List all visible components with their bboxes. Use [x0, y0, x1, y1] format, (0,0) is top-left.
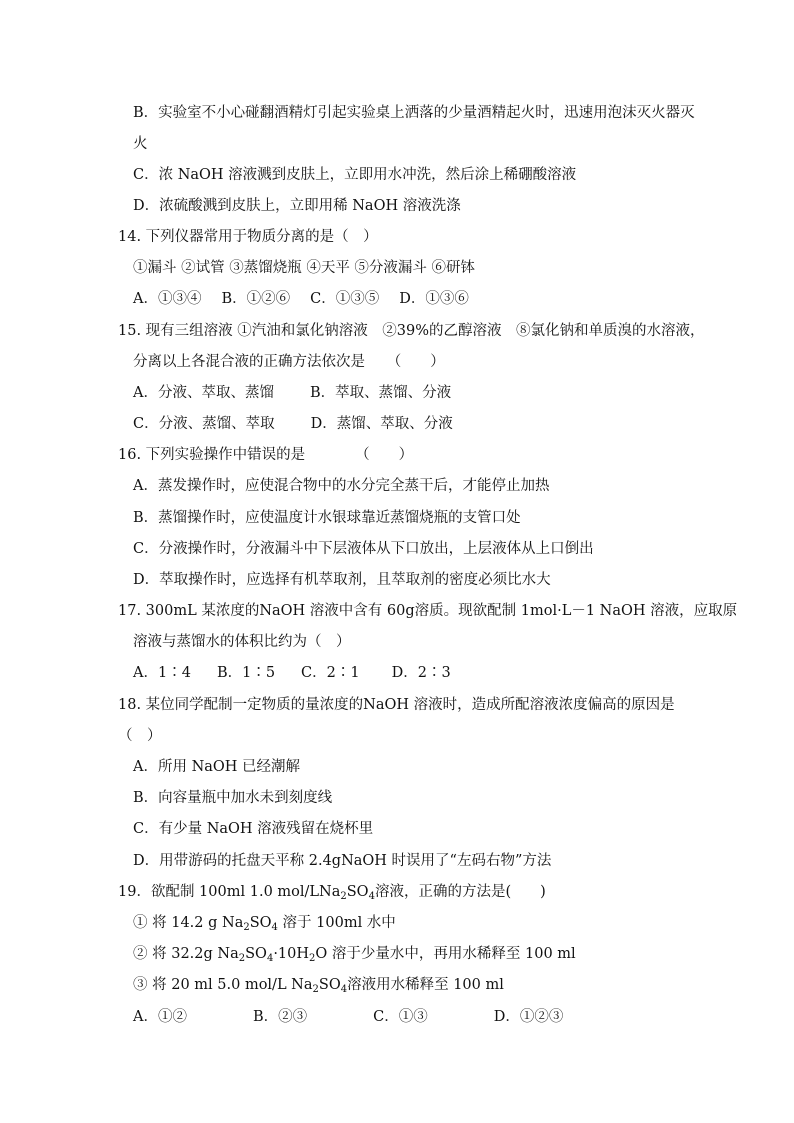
q19-m2-part: O 溶于少量水中，再用水稀释至 100 ml: [315, 946, 576, 962]
q18-stem-cont: （ ）: [118, 728, 162, 744]
q13-option-c: C．浓 NaOH 溶液溅到皮肤上，立即用水冲洗，然后涂上稀硼酸溶液: [133, 167, 577, 183]
q19-m3-part: 溶液用水稀释至 100 ml: [347, 977, 504, 993]
q17-option-b: B．1∶5: [216, 665, 276, 681]
q19-stem: [118, 882, 546, 902]
q19-stem-part: 溶液，正确的方法是( ): [374, 884, 546, 900]
q19-m1-part: 溶于 100ml 水中: [277, 915, 396, 931]
q19-m1-subscript: 4: [271, 922, 278, 933]
q17-stem: 17. 300mL 某浓度的NaOH 溶液中含有 60g溶质。现欲配制 1mol·L－1 NaOH 溶液，应取原: [118, 603, 738, 619]
q19-option-b: B．②③: [252, 1009, 308, 1025]
q19-m3-part: ③ 将 20 ml 5.0 mol/L Na: [133, 977, 313, 993]
q17-option-d: D．2∶3: [391, 665, 451, 681]
q15-options-row1: [133, 383, 451, 403]
q14-option-a: A．①③④: [133, 291, 202, 307]
q14-items: ①漏斗 ②试管 ③蒸馏烧瓶 ④天平 ⑤分液漏斗 ⑥研钵: [133, 260, 476, 276]
q19-m3-subscript: 2: [312, 984, 319, 995]
q13-option-b: B．实验室不小心碰翻酒精灯引起实验桌上洒落的少量酒精起火时，迅速用泡沫灭火器灭: [133, 105, 695, 121]
q19-option-c: C．①③: [373, 1009, 428, 1025]
q18-option-b: B．向容量瓶中加水未到刻度线: [133, 790, 333, 806]
q17-options: [133, 663, 451, 683]
q19-method-1: [133, 913, 396, 933]
q19-m1-part: SO: [249, 915, 272, 931]
q19-m1-part: ① 将 14.2 g Na: [133, 915, 244, 931]
q19-m2-subscript: 2: [309, 953, 316, 964]
q19-stem-part: 19．欲配制 100ml 1.0 mol/LNa: [118, 884, 341, 900]
q19-m1-subscript: 2: [243, 922, 250, 933]
q19-m2-subscript: 2: [238, 953, 246, 964]
q16-option-b: B．蒸馏操作时，应使温度计水银球靠近蒸馏烧瓶的支管口处: [133, 510, 521, 526]
q19-option-a: A．①②: [133, 1009, 187, 1025]
q15-option-b: B．萃取、蒸馏、分液: [309, 385, 452, 401]
q19-m3-part: SO: [318, 977, 341, 993]
q16-option-a: A．蒸发操作时，应使混合物中的水分完全蒸干后，才能停止加热: [133, 478, 550, 494]
q17-stem-cont: 溶液与蒸馏水的体积比约为（ ）: [133, 634, 351, 650]
q19-m2-subscript: 4: [266, 953, 274, 964]
q19-m2-part: ·10H: [273, 946, 310, 962]
q19-method-3: [133, 975, 504, 995]
q14-option-c: C．①③⑤: [310, 291, 380, 307]
q19-option-d: D．①②③: [493, 1009, 564, 1025]
q19-options: [133, 1007, 563, 1027]
q19-m3-subscript: 4: [340, 984, 348, 995]
q15-option-a: A．分液、萃取、蒸馏: [133, 385, 274, 401]
q19-stem-subscript: 2: [340, 891, 347, 902]
q14-options: [133, 289, 469, 309]
q18-stem: 18. 某位同学配制一定物质的量浓度的NaOH 溶液时，造成所配溶液浓度偏高的原因是: [118, 697, 675, 713]
q13-option-d: D．浓硫酸溅到皮肤上，立即用稀 NaOH 溶液洗涤: [133, 198, 461, 214]
q16-stem-text: 16. 下列实验操作中错误的是: [118, 447, 306, 463]
q15-option-c: C．分液、蒸馏、萃取: [133, 416, 275, 432]
q16-stem: [118, 445, 413, 465]
q13-option-b-cont: 火: [133, 136, 148, 152]
q19-m2-part: ② 将 32.2g Na: [133, 946, 239, 962]
q18-option-c: C．有少量 NaOH 溶液残留在烧杯里: [133, 821, 374, 837]
q19-m2-part: SO: [245, 946, 267, 962]
q18-option-a: A．所用 NaOH 已经潮解: [133, 759, 301, 775]
q15-stem-cont: 分离以上各混合液的正确方法依次是 （ ）: [133, 354, 445, 370]
q18-option-d: D．用带游码的托盘天平称 2.4gNaOH 时误用了“左码右物”方法: [133, 853, 552, 869]
q14-option-b: B．①②⑥: [221, 291, 291, 307]
q16-paren: （ ）: [355, 447, 414, 463]
q17-option-a: A．1∶4: [133, 665, 191, 681]
q19-stem-part: SO: [346, 884, 369, 900]
q19-stem-subscript: 4: [368, 891, 375, 902]
q14-stem: 14. 下列仪器常用于物质分离的是（ ）: [118, 229, 378, 245]
q16-option-c: C．分液操作时，分液漏斗中下层液体从下口放出，上层液体从上口倒出: [133, 541, 594, 557]
q15-options-row2: [133, 414, 453, 434]
q14-option-d: D．①③⑥: [399, 291, 469, 307]
q15-option-d: D．蒸馏、萃取、分液: [310, 416, 453, 432]
q16-option-d: D．萃取操作时，应选择有机萃取剂，且萃取剂的密度必须比水大: [133, 572, 551, 588]
q19-method-2: [133, 944, 576, 964]
q15-stem: 15. 现有三组溶液 ①汽油和氯化钠溶液 ②39%的乙醇溶液 ⑧氯化钠和单质溴的水溶液，: [118, 323, 705, 339]
q17-option-c: C．2∶1: [301, 665, 360, 681]
